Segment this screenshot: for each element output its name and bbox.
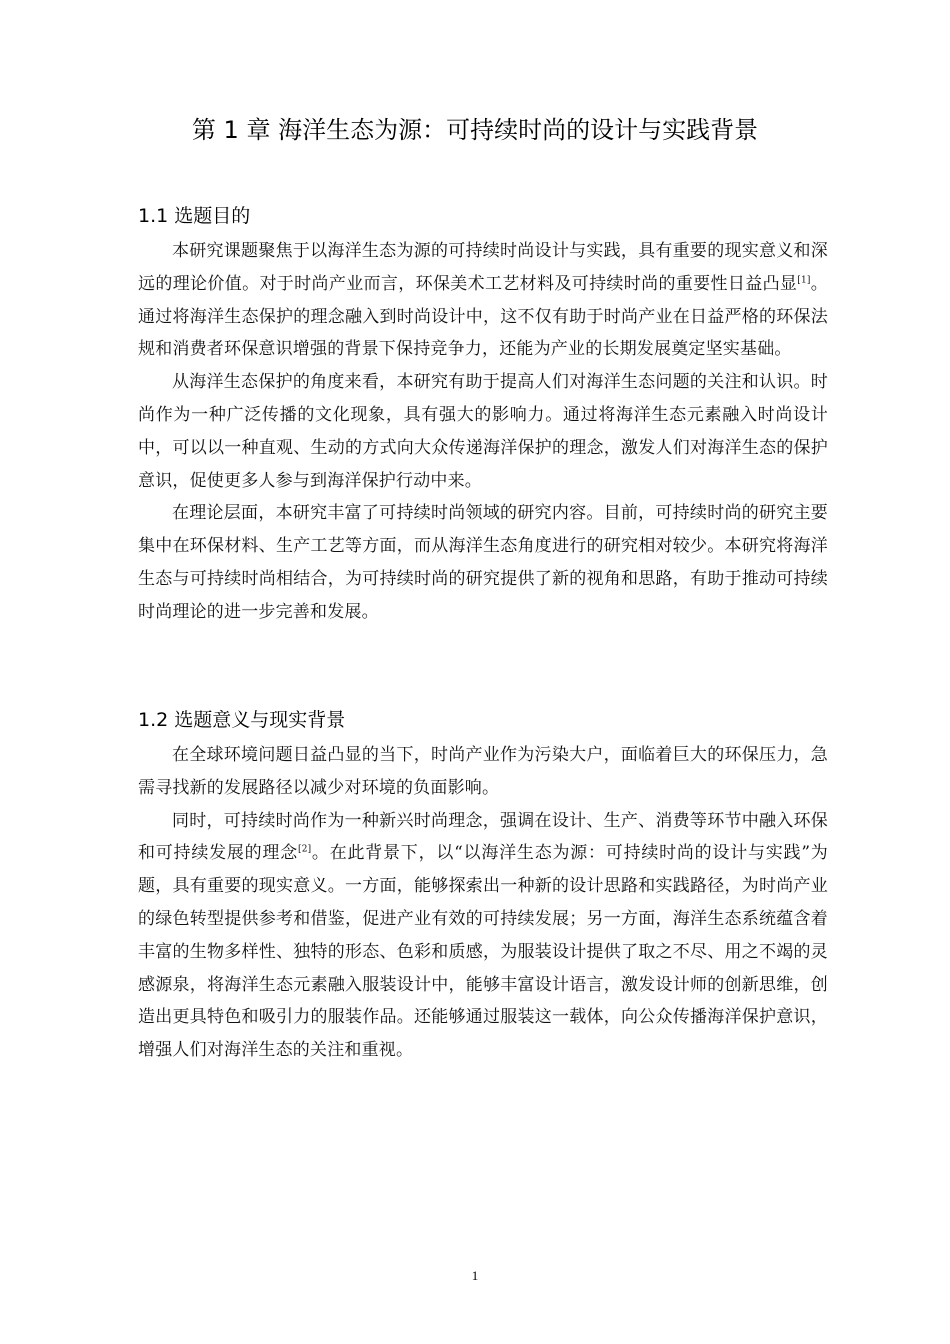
section-heading: 1.1 选题目的 bbox=[138, 205, 251, 227]
paragraph: 在全球环境问题日益凸显的当下，时尚产业作为污染大户，面临着巨大的环保压力，急需寻找新的发展路径以减少对环境的负面影响。 bbox=[138, 745, 828, 798]
section-1-2 bbox=[138, 703, 828, 1067]
paragraph-text: 同时，可持续时尚作为一种新兴时尚理念，强调在设计、生产、消费等环节中融入环保和可持续发展的理念 bbox=[138, 810, 828, 864]
paragraph: 在理论层面，本研究丰富了可持续时尚领域的研究内容。目前，可持续时尚的研究主要集中在环保材料、生产工艺等方面，而从海洋生态角度进行的研究相对较少。本研究将海洋生态与可持续时尚相结合，为可持续时尚的研究提供了新的视角和思路，有助于推动可持续时尚理论的进一步完善和发展。 bbox=[138, 503, 828, 622]
paragraph: 从海洋生态保护的角度来看，本研究有助于提高人们对海洋生态问题的关注和认识。时尚作为一种广泛传播的文化现象，具有强大的影响力。通过将海洋生态元素融入时尚设计中，可以以一种直观、生动的方式向大众传递海洋保护的理念，激发人们对海洋生态的保护意识，促使更多人参与到海洋保护行动中来。 bbox=[138, 372, 828, 491]
paragraph bbox=[138, 805, 828, 1067]
citation-ref: [1] bbox=[797, 275, 811, 286]
citation-ref: [2] bbox=[297, 844, 312, 855]
paragraph-text: 。在此背景下，以“以海洋生态为源：可持续时尚的设计与实践”为题，具有重要的现实意义。一方面，能够探索出一种新的设计思路和实践路径，为时尚产业的绿色转型提供参考和借鉴，促进产业有效的可持续发展；另一方面，海洋生态系统蕴含着丰富的生物多样性、独特的形态、色彩和质感，为服装设计提供了取之不尽、用之不竭的灵感源泉，将海洋生态元素融入服装设计中，能够丰富设计语言，激发设计师的创新思维，创造出更具特色和吸引力的服装作品。还能够通过服装这一载体，向公众传播海洋保护意识，增强人们对海洋生态的关注和重视。 bbox=[138, 843, 828, 1061]
section-1-1 bbox=[138, 199, 828, 629]
page-number: 1 bbox=[471, 1268, 479, 1283]
chapter-title: 第 1 章 海洋生态为源：可持续时尚的设计与实践背景 bbox=[191, 116, 759, 144]
paragraph bbox=[138, 235, 828, 366]
section-heading: 1.2 选题意义与现实背景 bbox=[138, 709, 346, 731]
paragraph-text: 。通过将海洋生态保护的理念融入到时尚设计中，这不仅有助于时尚产业在日益严格的环保法规和消费者环保意识增强的背景下保持竞争力，还能为产业的长期发展奠定坚实基础。 bbox=[138, 273, 828, 360]
paragraph-text: 本研究课题聚焦于以海洋生态为源的可持续时尚设计与实践，具有重要的现实意义和深远的理论价值。对于时尚产业而言，环保美术工艺材料及可持续时尚的重要性日益凸显 bbox=[138, 241, 828, 294]
